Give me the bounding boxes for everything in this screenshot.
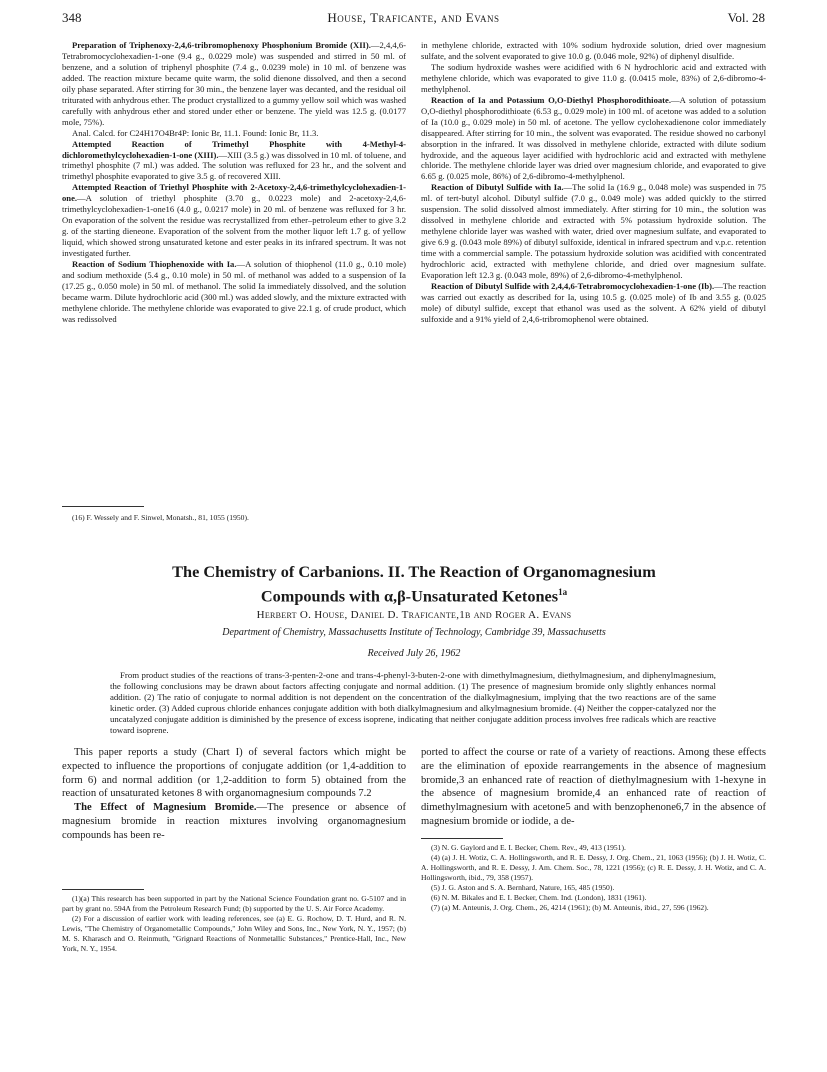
paragraph-text: —The presence or absence of magnesium bromide in reaction mixtures involving organomagnesium compounds has been re-: [62, 802, 406, 841]
experimental-paragraph: [421, 62, 766, 95]
abstract: From product studies of the reactions of trans-3-penten-2-one and trans-4-phenyl-3-buten-2-one with dimethylmagnesium, diethylmagnesium, and diphenylmagnesium, the following conclusions may be drawn about factors affecting conjugate and normal addition. (1) The presence of magnesium bromide only slightly enhances normal addition. (2) The ratio of conjugate to normal addition is not dependent on the concentration of the dialkylmagnesium, implying that the two reactions are of the same kinetic order. (3) Added cuprous chloride enhances conjugate addition with both dialkylmagnesium and alkylmagnesium bromide. (4) Neither the copper-catalyzed nor the uncatalyzed conjugate addition is diminished by the presence of excess isoprene, indicating that neither conjugate addition process involves free radicals which are reactive toward isoprene.: [110, 670, 716, 735]
running-title: House, Traficante, and Evans: [327, 10, 500, 25]
footnote-16: (16) F. Wessely and F. Sinwel, Monatsh., 81, 1055 (1950).: [72, 513, 249, 522]
footnote: (7) (a) M. Anteunis, J. Org. Chem., 26, 4214 (1961); (b) M. Anteunis, ibid., 27, 596 (1962).: [431, 903, 709, 912]
experimental-paragraph: [421, 281, 766, 325]
volume-label: Vol. 28: [727, 10, 765, 25]
section-heading: Preparation of Triphenoxy-2,4,6-tribromophenoxy Phosphonium Bromide (XII).: [72, 40, 371, 50]
paragraph-text: —A solution of thiophenol (11.0 g., 0.10 mole) and sodium methoxide (5.4 g., 0.10 mole) in 50 ml. of methanol was added to a suspension of Ia (17.25 g., 0.050 mole) in 50 ml. of methanol. The solid Ia immediately dissolved, and the solution became warm. Dilute hydrochloric acid (300 ml.) was added slowly, and the mixture extracted with methylene chloride. The methylene chloride was evaporated to give 22.1 g. of crude product, which was redissolved: [62, 259, 406, 324]
footnote: (4) (a) J. H. Wotiz, C. A. Hollingsworth, and R. E. Dessy, J. Org. Chem., 21, 1063 (1956); (b) J. H. Wotiz, C. A. Hollingsworth, and R. E. Dessy, J. Am. Chem. Soc., 78, 1221 (1956); (c) R. E. Dessy, J. H. Wotiz, and C. A. Hollingsworth, ibid., 79, 358 (1957).: [421, 853, 766, 882]
paragraph-text: —2,4,4,6-Tetrabromocyclohexadien-1-one (9.4 g., 0.0229 mole) was suspended and stirred in 50 ml. of benzene, and a solution of triphenyl phosphite (7.4 g., 0.0239 mole) in 10 ml. of benzene was added. The reaction mixture became quite warm, the solid dienone dissolved, and then a second oily phase separated. After stirring for 30 min., the benzene layer was decanted, and the residual oil triturated with anhydrous ether. The product crystallized to a gummy yellow soil which was washed carefully with anhydrous ether and stored under ether or benzene. The yield was 12.5 g. (0.0177 mole, 75%).: [62, 40, 406, 127]
previous-article-right-column: [421, 40, 766, 325]
paragraph-text: This paper reports a study (Chart I) of several factors which might be expected to influence the proportions of conjugate addition (or 1,4-addition to form 6) and normal addition (or 1,2-addition to form 5) obtained from the reaction of unsaturated ketones 8 with organomagnesium compounds 7.2: [62, 747, 406, 800]
experimental-paragraph: [421, 182, 766, 281]
section-heading: Attempted Reaction of Triethyl Phosphite with 2-Acetoxy-2,4,6-trimethylcyclohexadien-1-one.: [62, 182, 406, 204]
footnote: (6) N. M. Bikales and E. I. Becker, Chem. Ind. (London), 1831 (1961).: [431, 893, 647, 902]
paragraph-text: —The solid Ia (16.9 g., 0.048 mole) was suspended in 75 ml. of tert-butyl alcohol. Dibutyl sulfide (7.0 g., 0.049 mole) was added quickly to the stirred suspension. The solid dissolved almost immediately. After stirring for 10 min., the solution was dissolved in methylene chloride and extracted with 5% potassium hydroxide solution. The methylene chloride layer was washed with water, dried over magnesium sulfate, and evaporated to give 6.9 g. (0.043 mole 89%) of dibutyl sulfoxide, identical in infrared spectrum and v.p.c. retention time with a commercial sample. The potassium hydroxide solution was acidified with concentrated hydrochloric acid, extracted with methylene chloride, and dried over magnesium sulfate. Evaporation left 12.3 g. (0.043 mole, 89%) of 2,6-dibromo-4-methylphenol.: [421, 182, 766, 281]
paragraph-text: —A solution of potassium O,O-diethyl phosphorodithioate (6.53 g., 0.029 mole) in 100 ml. of acetone was added to a solution of Ia (10.0 g., 0.029 mole) in 50 ml. of acetone. The yellow cyclohexadienone color immediately disappeared. After stirring for 10 min., the solvent was evaporated. The residue showed no carbonyl absorption in the infrared. It was dissolved in methylene chloride, extracted with dilute sodium hydroxide, and the aqueous layer acidified with hydrochloric acid and extracted with methylene chloride. The methylene chloride layer was dried over magnesium chloride, and evaporated to give 6.65 g. (0.025 mole, 86%) of 2,6-dibromo-4-methylphenol.: [421, 94, 766, 182]
footnote: (3) N. G. Gaylord and E. I. Becker, Chem. Rev., 49, 413 (1951).: [431, 843, 626, 852]
section-heading: Reaction of Ia and Potassium O,O-Diethyl Phosphorodithioate.: [431, 94, 671, 105]
body-paragraph: [62, 801, 406, 842]
footnotes-right: [421, 843, 766, 913]
paragraph-text: —A solution of triethyl phosphite (3.70 g., 0.0223 mole) and 2-acetoxy-2,4,6-trimethylcyclohexadien-1-one16 (4.0 g., 0.0217 mole) in 20 ml. of benzene was refluxed for 3 hr. On evaporation of the solvent the residue was recrystallized from ether–petroleum ether to give 3.2 g. of the starting dieneone. Evaporation of the solvent from the mother liquor left 1.7 g. of yellow liquid, which showed strong unsaturated ketone and ester peaks in its infrared spectrum. It was not investigated further.: [62, 193, 406, 259]
article-title-line-2: Compounds with α,β-Unsaturated Ketones$^{1a}$: [260, 586, 568, 606]
running-head: [62, 10, 765, 28]
section-heading: Attempted Reaction of Trimethyl Phosphite with 4-Methyl-4-dichloromethylcyclohexadien-1-one (XIII).: [62, 138, 406, 160]
experimental-paragraph: [62, 139, 406, 183]
footnote-divider-left: [62, 889, 144, 890]
footnote-divider: [62, 506, 144, 507]
previous-article-left-column: [62, 40, 406, 325]
paragraph-text: The sodium hydroxide washes were acidified with 6 N hydrochloric acid and extracted with methylene chloride, which was evaporated to give 11.0 g. (0.0415 mole, 83%) of 2,6-dibromo-4-methylphenol.: [421, 61, 766, 94]
article-authors: Herbert O. House, Daniel D. Traficante,1b and Roger A. Evans: [256, 609, 572, 621]
experimental-paragraph: [421, 95, 766, 183]
article-affiliation: Department of Chemistry, Massachusetts Institute of Technology, Cambridge 39, Massachusetts: [222, 627, 606, 638]
footnote: (5) J. G. Aston and S. A. Bernhard, Nature, 165, 485 (1950).: [431, 883, 615, 892]
section-heading: Reaction of Dibutyl Sulfide with Ia.: [431, 182, 564, 193]
section-heading: The Effect of Magnesium Bromide.: [74, 802, 257, 814]
experimental-paragraph: [62, 40, 406, 128]
footnote: (2) For a discussion of earlier work with leading references, see (a) E. G. Rochow, D. T. Hurd, and R. N. Lewis, "The Chemistry of Organometallic Compounds," John Wiley and Sons, Inc., New York, N. Y., 1957; (b) M. S. Kharasch and O. Reinmuth, "Grignard Reactions of Nonmetallic Substances," Prentice-Hall, Inc., New York, N. Y., 1954.: [62, 914, 406, 953]
body-paragraph: [62, 746, 406, 801]
experimental-paragraph: [421, 40, 766, 62]
title-footnote-mark: 1a: [558, 587, 568, 597]
footnote-divider-right: [421, 838, 503, 839]
body-left-column: [62, 746, 406, 843]
section-heading: Reaction of Dibutyl Sulfide with 2,4,4,6-Tetrabromocyclohexadien-1-one (Ib).: [431, 280, 715, 291]
paragraph-text: in methylene chloride, extracted with 10% sodium hydroxide solution, dried over magnesium sulfate, and the solvent evaporated to give 10.0 g. (0.046 mole, 92%) of diphenyl disulfide.: [421, 40, 766, 61]
paragraph-text: —The reaction was carried out exactly as described for Ia, using 10.5 g. (0.025 mole) of Ib and 3.55 g. (0.025 mole) of dibutyl sulfide, except that ethanol was used as the solvent. A 62% yield of dibutyl sulfoxide and a 91% yield of 2,4,6-tribromophenol were obtained.: [421, 280, 766, 324]
footnotes-left: [62, 894, 406, 954]
experimental-paragraph: [62, 182, 406, 259]
experimental-paragraph: [62, 259, 406, 325]
section-heading: Reaction of Sodium Thiophenoxide with Ia.: [72, 259, 237, 270]
footnote: (1)(a) This research has been supported in part by the National Science Foundation grant no. G-5107 and in part by grant no. 594A from the Petroleum Research Fund; (b) supported by the U. S. Air Force Academy.: [62, 894, 406, 913]
body-right-column: ported to affect the course or rate of a variety of reactions. Among these effects are the elimination of epoxide rearrangements in the absence of magnesium bromide,3 an enhanced rate of reaction of diethylmagnesium with 1-hexyne in the absence of magnesium bromide,4 an enhanced rate of reaction of dimethylmagnesium with acetone5 and with benzophenone6,7 in the absence of magnesium bromide or iodide, a de-: [421, 747, 766, 827]
experimental-paragraph: [62, 128, 406, 139]
received-date: Received July 26, 1962: [367, 648, 461, 659]
article-title-line-1: The Chemistry of Carbanions. II. The Reaction of Organomagnesium: [172, 562, 656, 581]
paragraph-text: Anal. Calcd. for C24H17O4Br4P: Ionic Br, 11.1. Found: Ionic Br, 11.3.: [72, 127, 319, 138]
paragraph-text: —XIII (3.5 g.) was dissolved in 10 ml. of toluene, and trimethyl phosphite (7 ml.) was added. The solution was refluxed for 23 hr., and the solvent and trimethyl phosphite evaporated to give 3.5 g. of recovered XIII.: [62, 149, 406, 182]
page-number: 348: [62, 10, 82, 25]
